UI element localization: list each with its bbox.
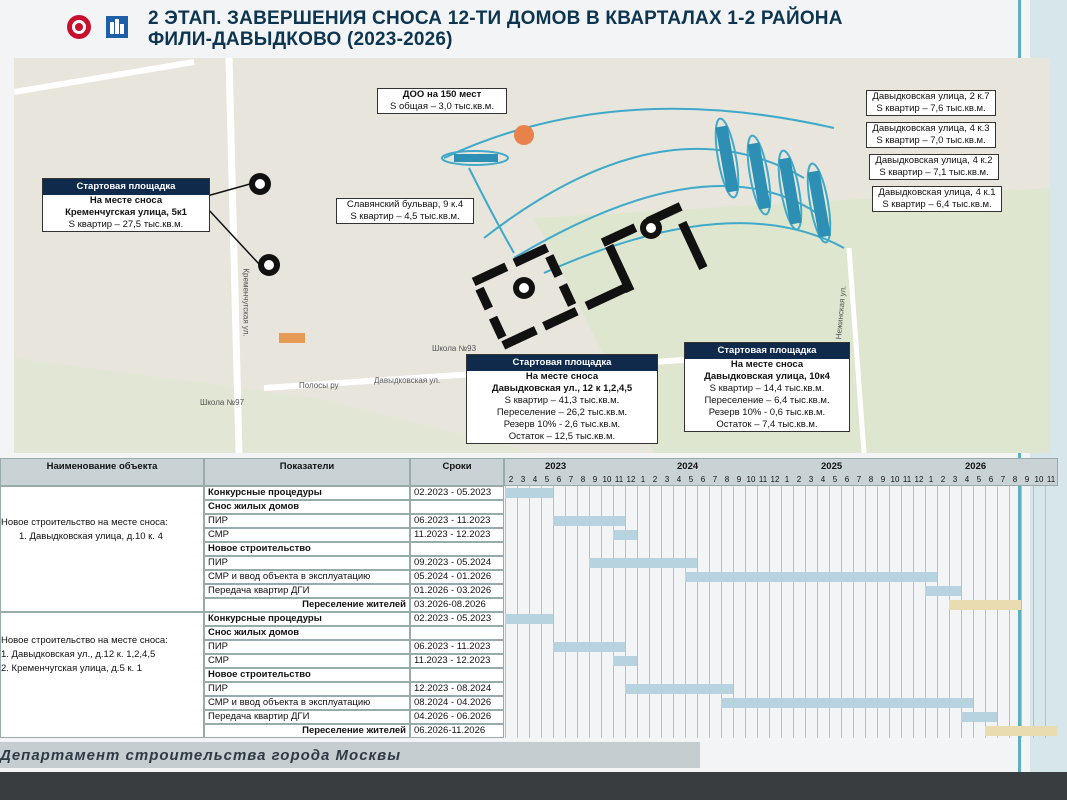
month-label: 2 <box>652 475 658 484</box>
schedule-bar <box>613 656 637 666</box>
month-label: 9 <box>880 475 886 484</box>
month-label: 5 <box>976 475 982 484</box>
month-label: 7 <box>1000 475 1006 484</box>
map-area <box>14 58 1050 453</box>
month-label: 8 <box>868 475 874 484</box>
building-label <box>866 122 996 148</box>
year-label: 2024 <box>677 461 699 472</box>
term-cell: 11.2023 - 12.2023 <box>410 654 504 668</box>
label-line: Славянский бульвар, 9 к.4 <box>346 199 464 210</box>
month-label: 10 <box>746 475 756 484</box>
grid-column <box>661 486 673 738</box>
footer-band <box>0 742 700 768</box>
start-site-line: S квартир – 41,3 тыс.кв.м. <box>504 395 620 406</box>
start-site-line: Давыдковская улица, 10к4 <box>704 371 830 382</box>
grid-column <box>997 486 1009 738</box>
label-line: Давыдковская улица, 4 к.3 <box>872 123 990 134</box>
schedule-bar <box>505 614 553 624</box>
term-cell: 09.2023 - 05.2024 <box>410 556 504 570</box>
indicator-cell: ПИР <box>204 514 410 528</box>
map-poi-label: Полосы ру <box>299 381 339 390</box>
start-site-line: Остаток – 12,5 тыс.кв.м. <box>508 431 616 442</box>
month-label: 4 <box>676 475 682 484</box>
month-label: 6 <box>556 475 562 484</box>
grid-column <box>685 486 697 738</box>
start-site-left <box>42 178 210 232</box>
month-label: 2 <box>796 475 802 484</box>
term-cell <box>410 626 504 640</box>
month-label: 9 <box>1024 475 1030 484</box>
moscow-logo-icon <box>66 14 92 40</box>
start-site-line: Давыдковская ул., 12 к 1,2,4,5 <box>491 383 633 394</box>
grid-column <box>505 486 517 738</box>
start-site-line: Переселение – 6,4 тыс.кв.м. <box>704 395 830 406</box>
header-object: Наименование объекта <box>0 458 204 486</box>
month-label: 6 <box>700 475 706 484</box>
schedule-bar <box>925 586 961 596</box>
month-label: 7 <box>712 475 718 484</box>
label-line: S квартир – 4,5 тыс.кв.м. <box>350 211 460 222</box>
start-site-header: Стартовая площадка <box>467 355 657 371</box>
indicator-cell: ПИР <box>204 640 410 654</box>
start-site-line: Кременчугская улица, 5к1 <box>65 207 187 218</box>
start-site-right <box>684 342 850 432</box>
month-label: 8 <box>724 475 730 484</box>
month-label: 5 <box>688 475 694 484</box>
term-cell: 12.2023 - 08.2024 <box>410 682 504 696</box>
grid-column <box>673 486 685 738</box>
footer-text: Департамент строительства города Москвы <box>0 747 402 764</box>
schedule-bar <box>685 572 937 582</box>
map-poi-label: Школа №97 <box>200 398 245 407</box>
year-label: 2026 <box>965 461 987 472</box>
month-label: 7 <box>568 475 574 484</box>
street-label: Нежинская ул. <box>834 285 848 340</box>
start-site-header: Стартовая площадка <box>685 343 849 359</box>
term-cell: 06.2023 - 11.2023 <box>410 514 504 528</box>
month-label: 3 <box>808 475 814 484</box>
month-label: 3 <box>952 475 958 484</box>
schedule-bar <box>961 712 997 722</box>
term-cell <box>410 500 504 514</box>
grid-column <box>1021 486 1033 738</box>
month-label: 7 <box>856 475 862 484</box>
start-site-line: На месте сноса <box>730 359 804 370</box>
term-cell: 11.2023 - 12.2023 <box>410 528 504 542</box>
grid-column <box>1045 486 1057 738</box>
schedule-bar <box>625 684 733 694</box>
street-label: Кременчугская ул. <box>241 268 251 337</box>
schedule-bar <box>589 558 697 568</box>
month-label: 10 <box>602 475 612 484</box>
term-cell: 08.2024 - 04.2026 <box>410 696 504 710</box>
label-line: S квартир – 7,1 тыс.кв.м. <box>879 167 989 178</box>
start-site-line: S квартир – 27,5 тыс.кв.м. <box>68 219 184 230</box>
label-line: Давыдковская улица, 4 к.1 <box>878 187 996 198</box>
grid-column <box>517 486 529 738</box>
grid-column <box>529 486 541 738</box>
indicator-cell: Конкурсные процедуры <box>204 612 410 626</box>
page-title: 2 ЭТАП. ЗАВЕРШЕНИЯ СНОСА 12-ТИ ДОМОВ В КВАРТАЛАХ 1-2 РАЙОНА ФИЛИ-ДАВЫДКОВО (2023-2026) <box>148 8 843 50</box>
month-label: 1 <box>784 475 790 484</box>
indicator-cell: Новое строительство <box>204 542 410 556</box>
indicator-cell: Передача квартир ДГИ <box>204 584 410 598</box>
start-site-line: На месте сноса <box>525 371 599 382</box>
month-label: 12 <box>626 475 636 484</box>
month-label: 8 <box>1012 475 1018 484</box>
schedule-bar <box>985 726 1057 736</box>
month-label: 4 <box>964 475 970 484</box>
month-label: 2 <box>940 475 946 484</box>
indicator-cell: ПИР <box>204 556 410 570</box>
header-indicators: Показатели <box>204 458 410 486</box>
month-label: 10 <box>1034 475 1044 484</box>
object-line: Новое строительство на месте сноса: <box>1 517 168 528</box>
monitor-bezel <box>0 772 1067 800</box>
header-terms: Сроки <box>410 458 504 486</box>
map-poi-label: Школа №93 <box>432 344 477 353</box>
start-site-center <box>466 354 658 444</box>
indicator-cell: СМР и ввод объекта в эксплуатацию <box>204 696 410 710</box>
term-cell: 04.2026 - 06.2026 <box>410 710 504 724</box>
indicator-cell: Снос жилых домов <box>204 626 410 640</box>
object-cell-1 <box>0 486 204 612</box>
schedule-bar <box>505 488 553 498</box>
month-label: 1 <box>640 475 646 484</box>
street-label: Давыдковская ул. <box>374 376 441 385</box>
month-label: 3 <box>520 475 526 484</box>
term-cell <box>410 542 504 556</box>
grid-column <box>625 486 637 738</box>
indicator-cell: Конкурсные процедуры <box>204 486 410 500</box>
object-line: 1. Давыдковская ул., д.12 к. 1,2,4,5 <box>1 649 156 660</box>
indicator-cell: Передача квартир ДГИ <box>204 710 410 724</box>
label-line: Давыдковская улица, 4 к.2 <box>875 155 993 166</box>
term-cell: 02.2023 - 05.2023 <box>410 612 504 626</box>
grid-column <box>1033 486 1045 738</box>
month-label: 6 <box>988 475 994 484</box>
term-cell: 05.2024 - 01.2026 <box>410 570 504 584</box>
month-label: 5 <box>544 475 550 484</box>
grid-column <box>709 486 721 738</box>
grid-column <box>1009 486 1021 738</box>
month-label: 12 <box>770 475 780 484</box>
indicator-cell: ПИР <box>204 682 410 696</box>
schedule-bar <box>721 698 973 708</box>
label-line: S квартир – 6,4 тыс.кв.м. <box>882 199 992 210</box>
schedule-bar <box>553 642 625 652</box>
month-label: 11 <box>614 475 624 484</box>
year-label: 2023 <box>545 461 567 472</box>
indicator-cell: Переселение жителей <box>204 598 410 612</box>
grid-column <box>985 486 997 738</box>
gantt-schedule <box>0 458 1058 740</box>
grid-column <box>697 486 709 738</box>
term-cell: 01.2026 - 03.2026 <box>410 584 504 598</box>
label-line: S квартир – 7,0 тыс.кв.м. <box>876 135 986 146</box>
grid-column <box>541 486 553 738</box>
label-line: S квартир – 7,6 тыс.кв.м. <box>876 103 986 114</box>
start-site-line: Резерв 10% - 2,6 тыс.кв.м. <box>503 419 621 430</box>
month-label: 5 <box>832 475 838 484</box>
label-line: Давыдковская улица, 2 к.7 <box>872 91 990 102</box>
start-site-line: Остаток – 7,4 тыс.кв.м. <box>716 419 818 430</box>
schedule-bar <box>613 530 637 540</box>
start-site-line: S квартир – 14,4 тыс.кв.м. <box>709 383 825 394</box>
object-line: Новое строительство на месте сноса: <box>1 635 168 646</box>
month-label: 4 <box>820 475 826 484</box>
month-label: 9 <box>736 475 742 484</box>
start-site-header: Стартовая площадка <box>43 179 209 195</box>
start-site-line: На месте сноса <box>89 195 163 206</box>
month-label: 11 <box>1046 475 1056 484</box>
term-cell: 06.2026-11.2026 <box>410 724 504 738</box>
object-line: 1. Давыдковская улица, д.10 к. 4 <box>19 531 163 542</box>
schedule-bar <box>553 516 625 526</box>
start-site-line: Переселение – 26,2 тыс.кв.м. <box>496 407 628 418</box>
year-label: 2025 <box>821 461 843 472</box>
department-logo-icon <box>104 14 130 40</box>
doo-label <box>377 88 507 114</box>
indicator-cell: Снос жилых домов <box>204 500 410 514</box>
month-label: 1 <box>928 475 934 484</box>
building-label <box>869 154 999 180</box>
start-site-line: Резерв 10% - 0,6 тыс.кв.м. <box>708 407 826 418</box>
term-cell: 02.2023 - 05.2023 <box>410 486 504 500</box>
month-label: 11 <box>902 475 912 484</box>
month-label: 10 <box>890 475 900 484</box>
month-label: 4 <box>532 475 538 484</box>
grid-column <box>973 486 985 738</box>
object-cell-2 <box>0 612 204 738</box>
indicator-cell: СМР и ввод объекта в эксплуатацию <box>204 570 410 584</box>
building-label <box>866 90 996 116</box>
term-cell <box>410 668 504 682</box>
slavyansky-label <box>336 198 474 224</box>
schedule-bar <box>949 600 1021 610</box>
indicator-cell: Переселение жителей <box>204 724 410 738</box>
term-cell: 06.2023 - 11.2023 <box>410 640 504 654</box>
term-cell: 03.2026-08.2026 <box>410 598 504 612</box>
indicator-cell: СМР <box>204 654 410 668</box>
indicator-cell: Новое строительство <box>204 668 410 682</box>
month-label: 11 <box>758 475 768 484</box>
grid-column <box>649 486 661 738</box>
month-label: 9 <box>592 475 598 484</box>
month-label: 8 <box>580 475 586 484</box>
doo-area: S общая – 3,0 тыс.кв.м. <box>390 101 494 112</box>
month-label: 3 <box>664 475 670 484</box>
month-label: 6 <box>844 475 850 484</box>
object-line: 2. Кременчугская улица, д.5 к. 1 <box>1 663 143 674</box>
month-label: 12 <box>914 475 924 484</box>
grid-column <box>637 486 649 738</box>
indicator-cell: СМР <box>204 528 410 542</box>
building-label <box>872 186 1002 212</box>
month-label: 2 <box>508 475 514 484</box>
doo-title: ДОО на 150 мест <box>402 89 482 100</box>
